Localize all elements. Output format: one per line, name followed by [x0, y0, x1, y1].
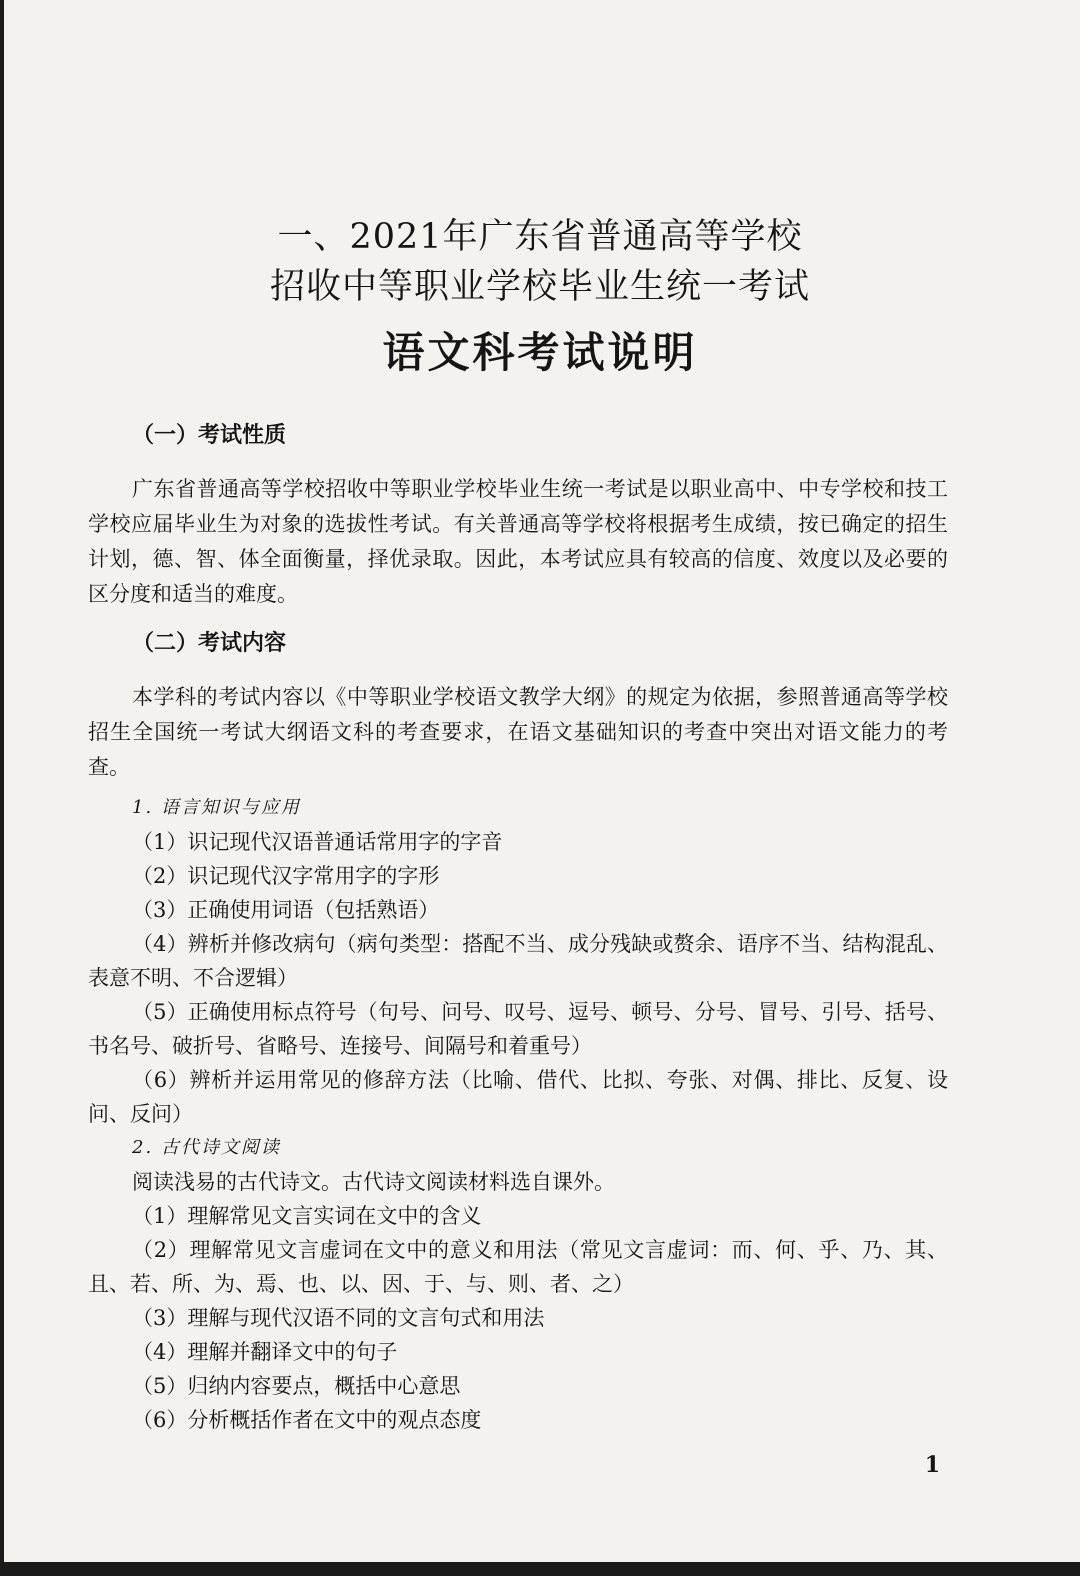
list-item: （6）分析概括作者在文中的观点态度 [132, 1408, 482, 1432]
section-heading-exam-nature: （一）考试性质 [132, 422, 287, 448]
subheading-language-knowledge: 1. 语言知识与应用 [132, 797, 301, 818]
section-heading-exam-content: （二）考试内容 [132, 630, 287, 656]
list-item: （4）辨析并修改病句（病句类型：搭配不当、成分残缺或赘余、语序不当、结构混乱、表意不明、不合逻辑） [88, 932, 948, 990]
subheading-classical-reading: 2. 古代诗文阅读 [132, 1137, 281, 1158]
list-item: （5）正确使用标点符号（句号、问号、叹号、逗号、顿号、分号、冒号、引号、括号、书名号、破折号、省略号、连接号、间隔号和着重号） [88, 1000, 948, 1058]
page-number: 1 [924, 1452, 940, 1478]
list-item: （1）理解常见文言实词在文中的含义 [132, 1204, 482, 1228]
list-item: （3）理解与现代汉语不同的文言句式和用法 [132, 1306, 545, 1330]
paragraph-exam-nature: 广东省普通高等学校招收中等职业学校毕业生统一考试是以职业高中、中专学校和技工学校应届毕业生为对象的选拔性考试。有关普通高等学校将根据考生成绩，按已确定的招生计划，德、智、体全面衡量，择优录取。因此，本考试应具有较高的信度、效度以及必要的区分度和适当的难度。 [88, 477, 948, 606]
paragraph-exam-content: 本学科的考试内容以《中等职业学校语文教学大纲》的规定为依据，参照普通高等学校招生全国统一考试大纲语文科的考查要求，在语文基础知识的考查中突出对语文能力的考查。 [88, 685, 948, 779]
title-line-1: 一、2021年广东省普通高等学校 [277, 217, 803, 257]
document-body [88, 414, 948, 1437]
list-item: （2）理解常见文言虚词在文中的意义和用法（常见文言虚词：而、何、乎、乃、其、且、若、所、为、焉、也、以、因、于、与、则、者、之） [88, 1238, 948, 1296]
list-item: （3）正确使用词语（包括熟语） [132, 898, 440, 922]
list-item: （4）理解并翻译文中的句子 [132, 1340, 398, 1364]
list-item: （5）归纳内容要点，概括中心意思 [132, 1374, 461, 1398]
scan-bottom-edge [0, 1562, 1080, 1576]
list-item: （6）辨析并运用常见的修辞方法（比喻、借代、比拟、夸张、对偶、排比、反复、设问、反问） [88, 1068, 948, 1126]
list-item: （2）识记现代汉字常用字的字形 [132, 864, 440, 888]
document-title-block [0, 212, 1080, 378]
classical-reading-intro: 阅读浅易的古代诗文。古代诗文阅读材料选自课外。 [132, 1170, 615, 1194]
main-title: 语文科考试说明 [382, 328, 698, 377]
list-item: （1）识记现代汉语普通话常用字的字音 [132, 830, 503, 854]
title-line-2: 招收中等职业学校毕业生统一考试 [269, 267, 810, 307]
